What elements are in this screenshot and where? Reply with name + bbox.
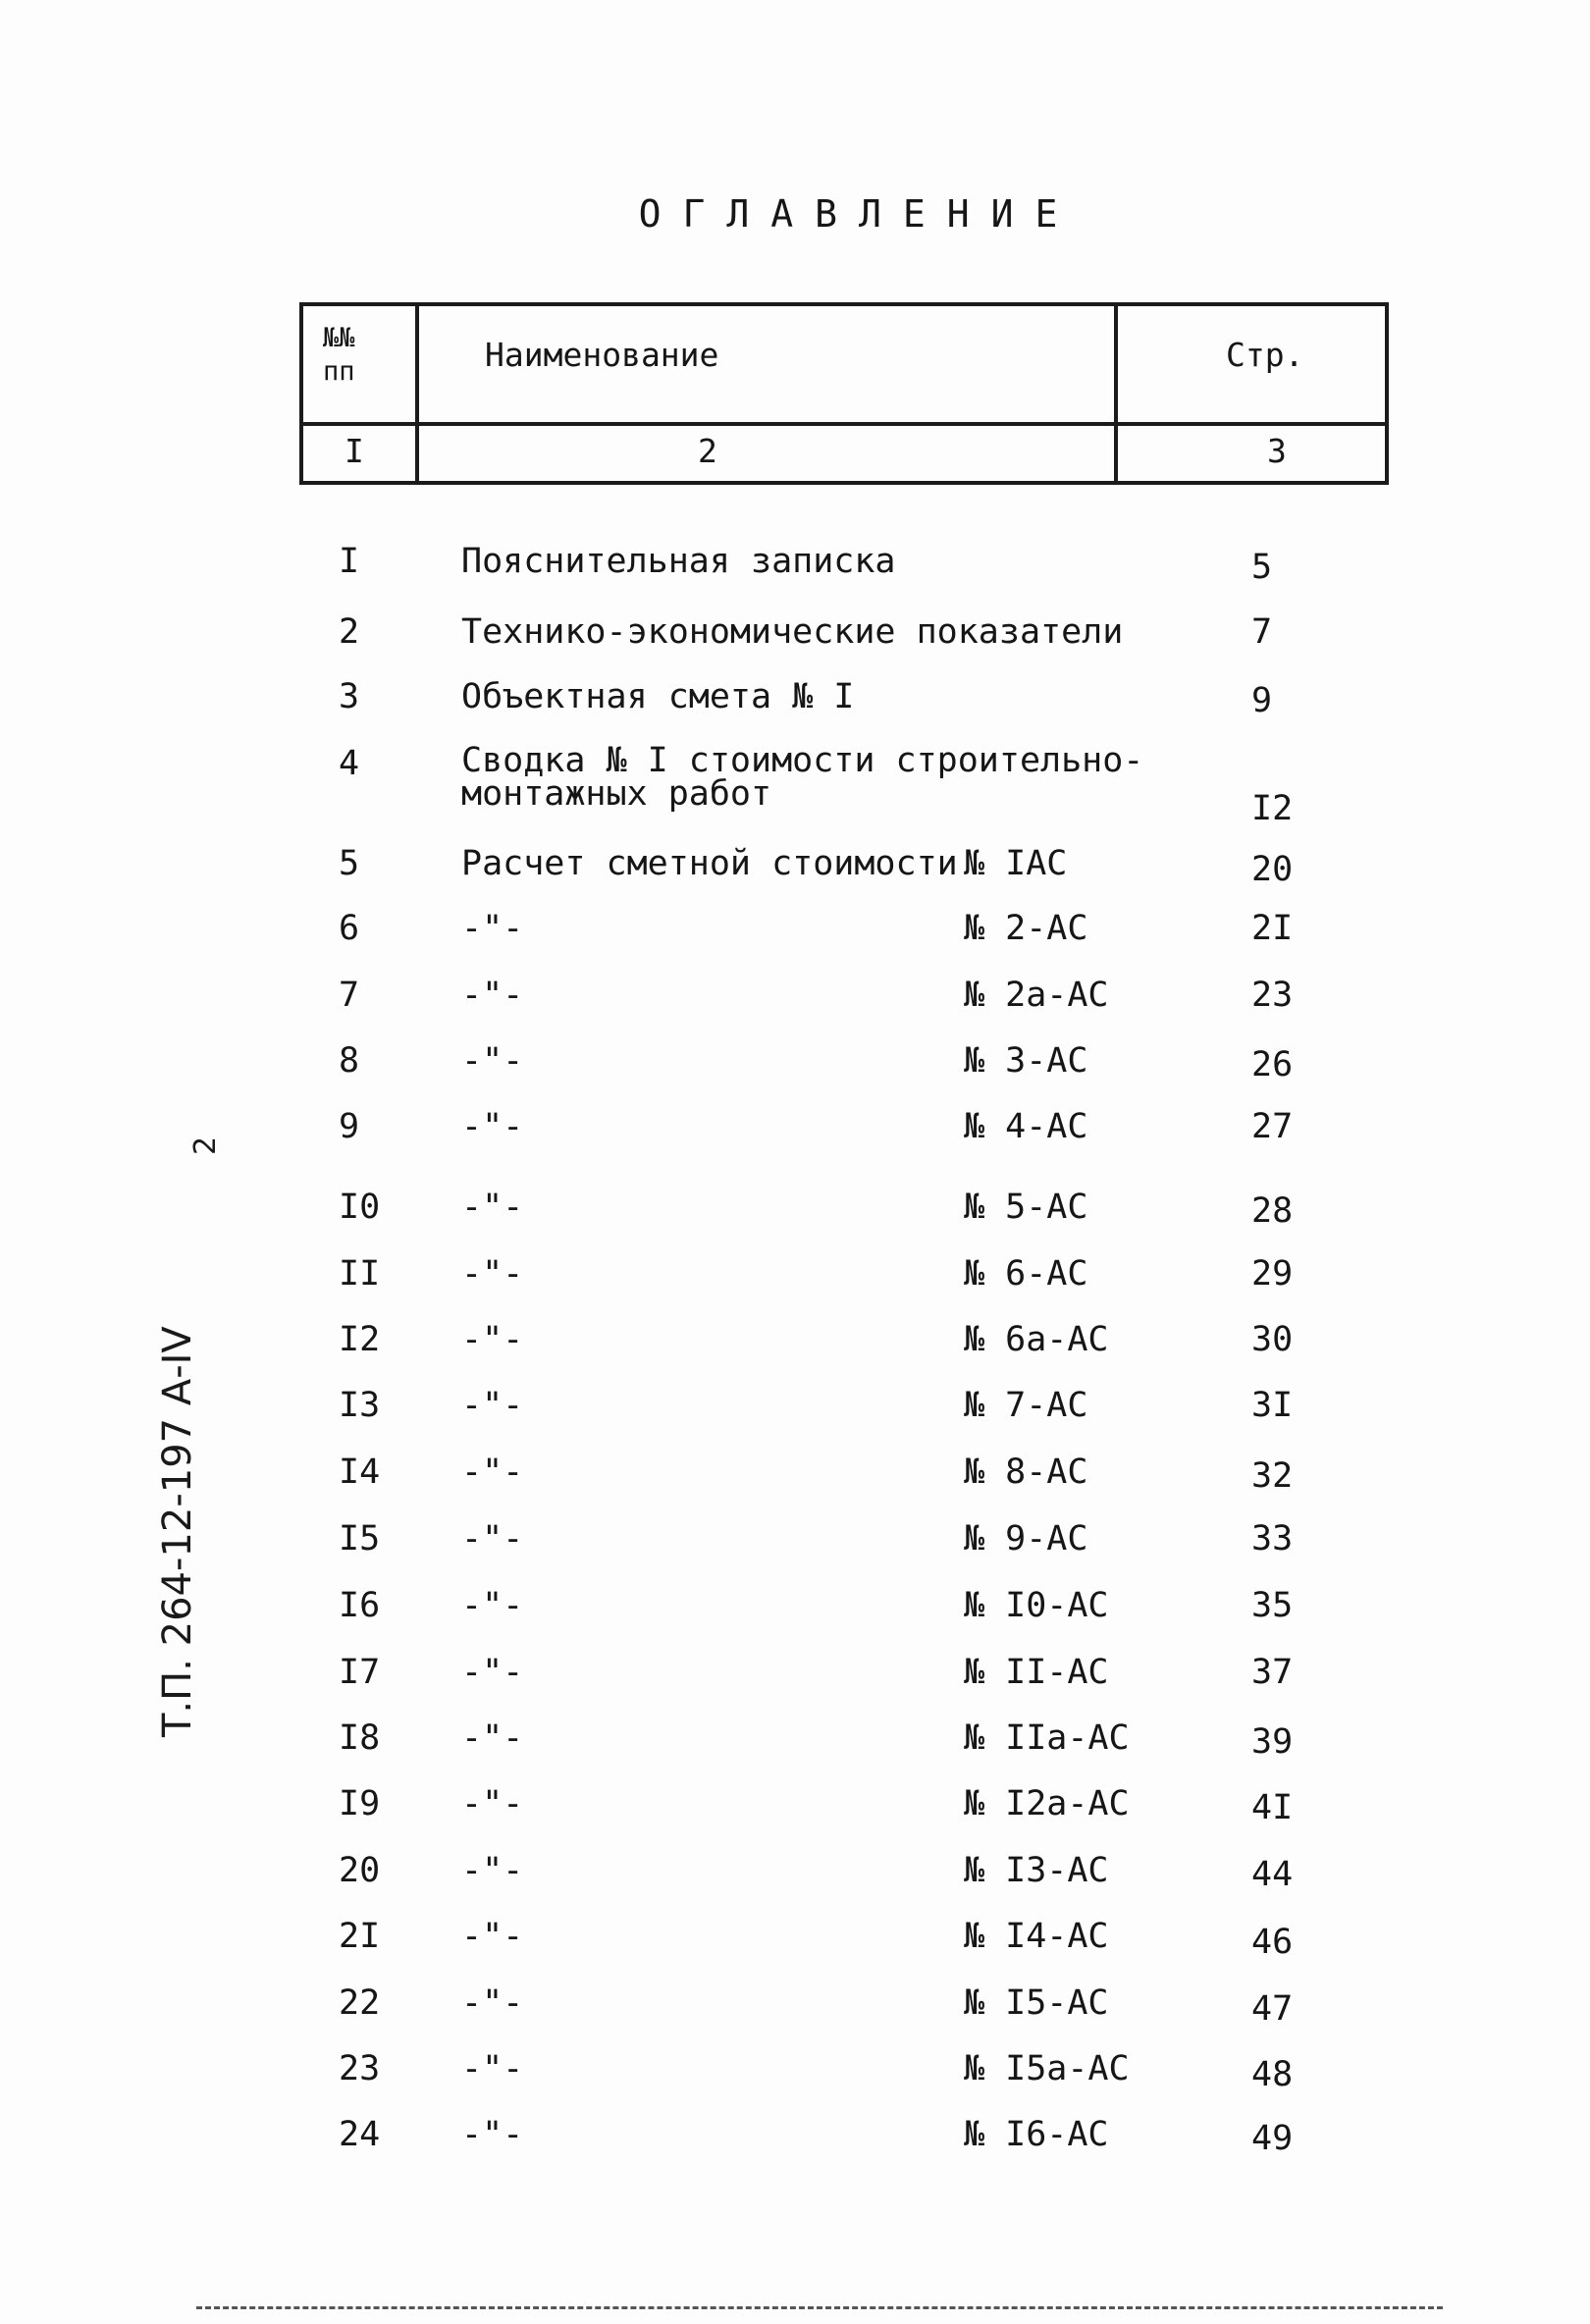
item-code: № 8-АС <box>964 1452 1088 1492</box>
item-code: № 3-АС <box>964 1041 1088 1081</box>
document-title: ОГЛАВЛЕНИЕ <box>638 192 1080 236</box>
item-number: I6 <box>339 1586 381 1625</box>
item-code: № 4-АС <box>964 1107 1088 1146</box>
item-number: I9 <box>339 1784 381 1823</box>
item-number: 2 <box>339 612 360 652</box>
header-index-3: 3 <box>1267 432 1287 470</box>
bottom-dashed-line <box>196 2306 1443 2309</box>
header-index-1: I <box>344 432 364 470</box>
header-col-number <box>323 322 411 389</box>
header-col-number-line1: №№ <box>323 323 355 353</box>
item-page: 20 <box>1251 850 1294 889</box>
header-divider-1 <box>415 306 419 481</box>
item-page: 27 <box>1251 1107 1294 1146</box>
item-number: 23 <box>339 2049 381 2088</box>
item-number: 3 <box>339 677 360 716</box>
item-page: 46 <box>1251 1923 1294 1962</box>
item-code: № I2а-АС <box>964 1784 1130 1823</box>
item-code: № I5а-АС <box>964 2049 1130 2088</box>
item-page: 26 <box>1251 1045 1294 1084</box>
item-code: № 5-АС <box>964 1188 1088 1227</box>
item-number: I2 <box>339 1320 381 1359</box>
item-number: 2I <box>339 1917 381 1956</box>
item-number: I8 <box>339 1718 381 1758</box>
item-page: 47 <box>1251 1989 1294 2029</box>
item-code: № I5-АС <box>964 1983 1109 2023</box>
item-page: 9 <box>1251 681 1273 720</box>
item-page: 37 <box>1251 1653 1294 1692</box>
item-name: Технико-экономические показатели <box>461 612 1124 652</box>
item-name: Объектная смета № I <box>461 677 855 716</box>
item-name-line2: монтажных работ <box>461 774 772 814</box>
item-name: -"- <box>461 1851 524 1890</box>
item-code: № 6а-АС <box>964 1320 1109 1359</box>
item-number: 8 <box>339 1041 360 1081</box>
header-col-name: Наименование <box>485 336 719 374</box>
item-page: 33 <box>1251 1519 1294 1558</box>
item-code: № I0-АС <box>964 1586 1109 1625</box>
item-page: 4I <box>1251 1788 1294 1827</box>
item-name: -"- <box>461 1586 524 1625</box>
item-name: -"- <box>461 1188 524 1227</box>
item-number: 22 <box>339 1983 381 2023</box>
item-code: № 9-АС <box>964 1519 1088 1558</box>
item-page: 29 <box>1251 1254 1294 1294</box>
document-code-stamp: Т.П. 264-12-197 А-IV <box>155 1326 200 1737</box>
item-number: 5 <box>339 844 360 883</box>
item-name: -"- <box>461 1320 524 1359</box>
item-name: -"- <box>461 2049 524 2088</box>
item-name: -"- <box>461 976 524 1015</box>
item-number: 7 <box>339 976 360 1015</box>
item-code: № II-АС <box>964 1653 1109 1692</box>
item-number: I5 <box>339 1519 381 1558</box>
item-number: 24 <box>339 2115 381 2154</box>
item-code: № 7-АС <box>964 1386 1088 1425</box>
header-index-2: 2 <box>698 432 717 470</box>
item-number: I0 <box>339 1188 381 1227</box>
item-number: I4 <box>339 1452 381 1492</box>
item-name: Пояснительная записка <box>461 542 896 581</box>
header-col-page: Стр. <box>1226 336 1304 374</box>
item-page: 44 <box>1251 1855 1294 1894</box>
item-page: 3I <box>1251 1386 1294 1425</box>
item-code: № 6-АС <box>964 1254 1088 1294</box>
item-page: 48 <box>1251 2055 1294 2094</box>
item-page: 28 <box>1251 1191 1294 1231</box>
item-number: 4 <box>339 744 360 783</box>
item-code: № I3-АС <box>964 1851 1109 1890</box>
item-page: 2I <box>1251 909 1294 948</box>
item-number: 9 <box>339 1107 360 1146</box>
item-page: 23 <box>1251 976 1294 1015</box>
item-number: I3 <box>339 1386 381 1425</box>
item-page: 49 <box>1251 2119 1294 2158</box>
item-number: 20 <box>339 1851 381 1890</box>
item-name: -"- <box>461 2115 524 2154</box>
item-page: 39 <box>1251 1722 1294 1762</box>
item-number: II <box>339 1254 381 1294</box>
item-name: -"- <box>461 1983 524 2023</box>
item-name: -"- <box>461 1452 524 1492</box>
item-number: I7 <box>339 1653 381 1692</box>
item-code: № I4-АС <box>964 1917 1109 1956</box>
item-name-line1: Сводка № I стоимости строительно- <box>461 741 1144 780</box>
item-page: 32 <box>1251 1456 1294 1496</box>
item-page: 7 <box>1251 612 1273 652</box>
item-page: 35 <box>1251 1586 1294 1625</box>
item-code: № 2а-АС <box>964 976 1109 1015</box>
side-page-number: 2 <box>188 1136 224 1156</box>
item-code: № IIа-АС <box>964 1718 1130 1758</box>
item-name: -"- <box>461 1784 524 1823</box>
item-name: Расчет сметной стоимости <box>461 844 958 883</box>
header-col-number-line2: пп <box>323 356 355 387</box>
item-name: -"- <box>461 1917 524 1956</box>
item-name: -"- <box>461 1254 524 1294</box>
item-code: № I6-АС <box>964 2115 1109 2154</box>
item-name: -"- <box>461 1519 524 1558</box>
item-name: -"- <box>461 909 524 948</box>
item-name: -"- <box>461 1718 524 1758</box>
item-page: 5 <box>1251 548 1273 587</box>
item-page: 30 <box>1251 1320 1294 1359</box>
item-code: № IАС <box>964 844 1068 883</box>
header-divider-2 <box>1114 306 1118 481</box>
item-page: I2 <box>1251 789 1294 828</box>
item-name: -"- <box>461 1107 524 1146</box>
header-row-divider <box>303 422 1385 426</box>
item-number: I <box>339 542 360 581</box>
item-number: 6 <box>339 909 360 948</box>
item-name <box>461 741 1144 814</box>
item-code: № 2-АС <box>964 909 1088 948</box>
header-table <box>299 302 1389 485</box>
item-name: -"- <box>461 1041 524 1081</box>
item-name: -"- <box>461 1386 524 1425</box>
item-name: -"- <box>461 1653 524 1692</box>
